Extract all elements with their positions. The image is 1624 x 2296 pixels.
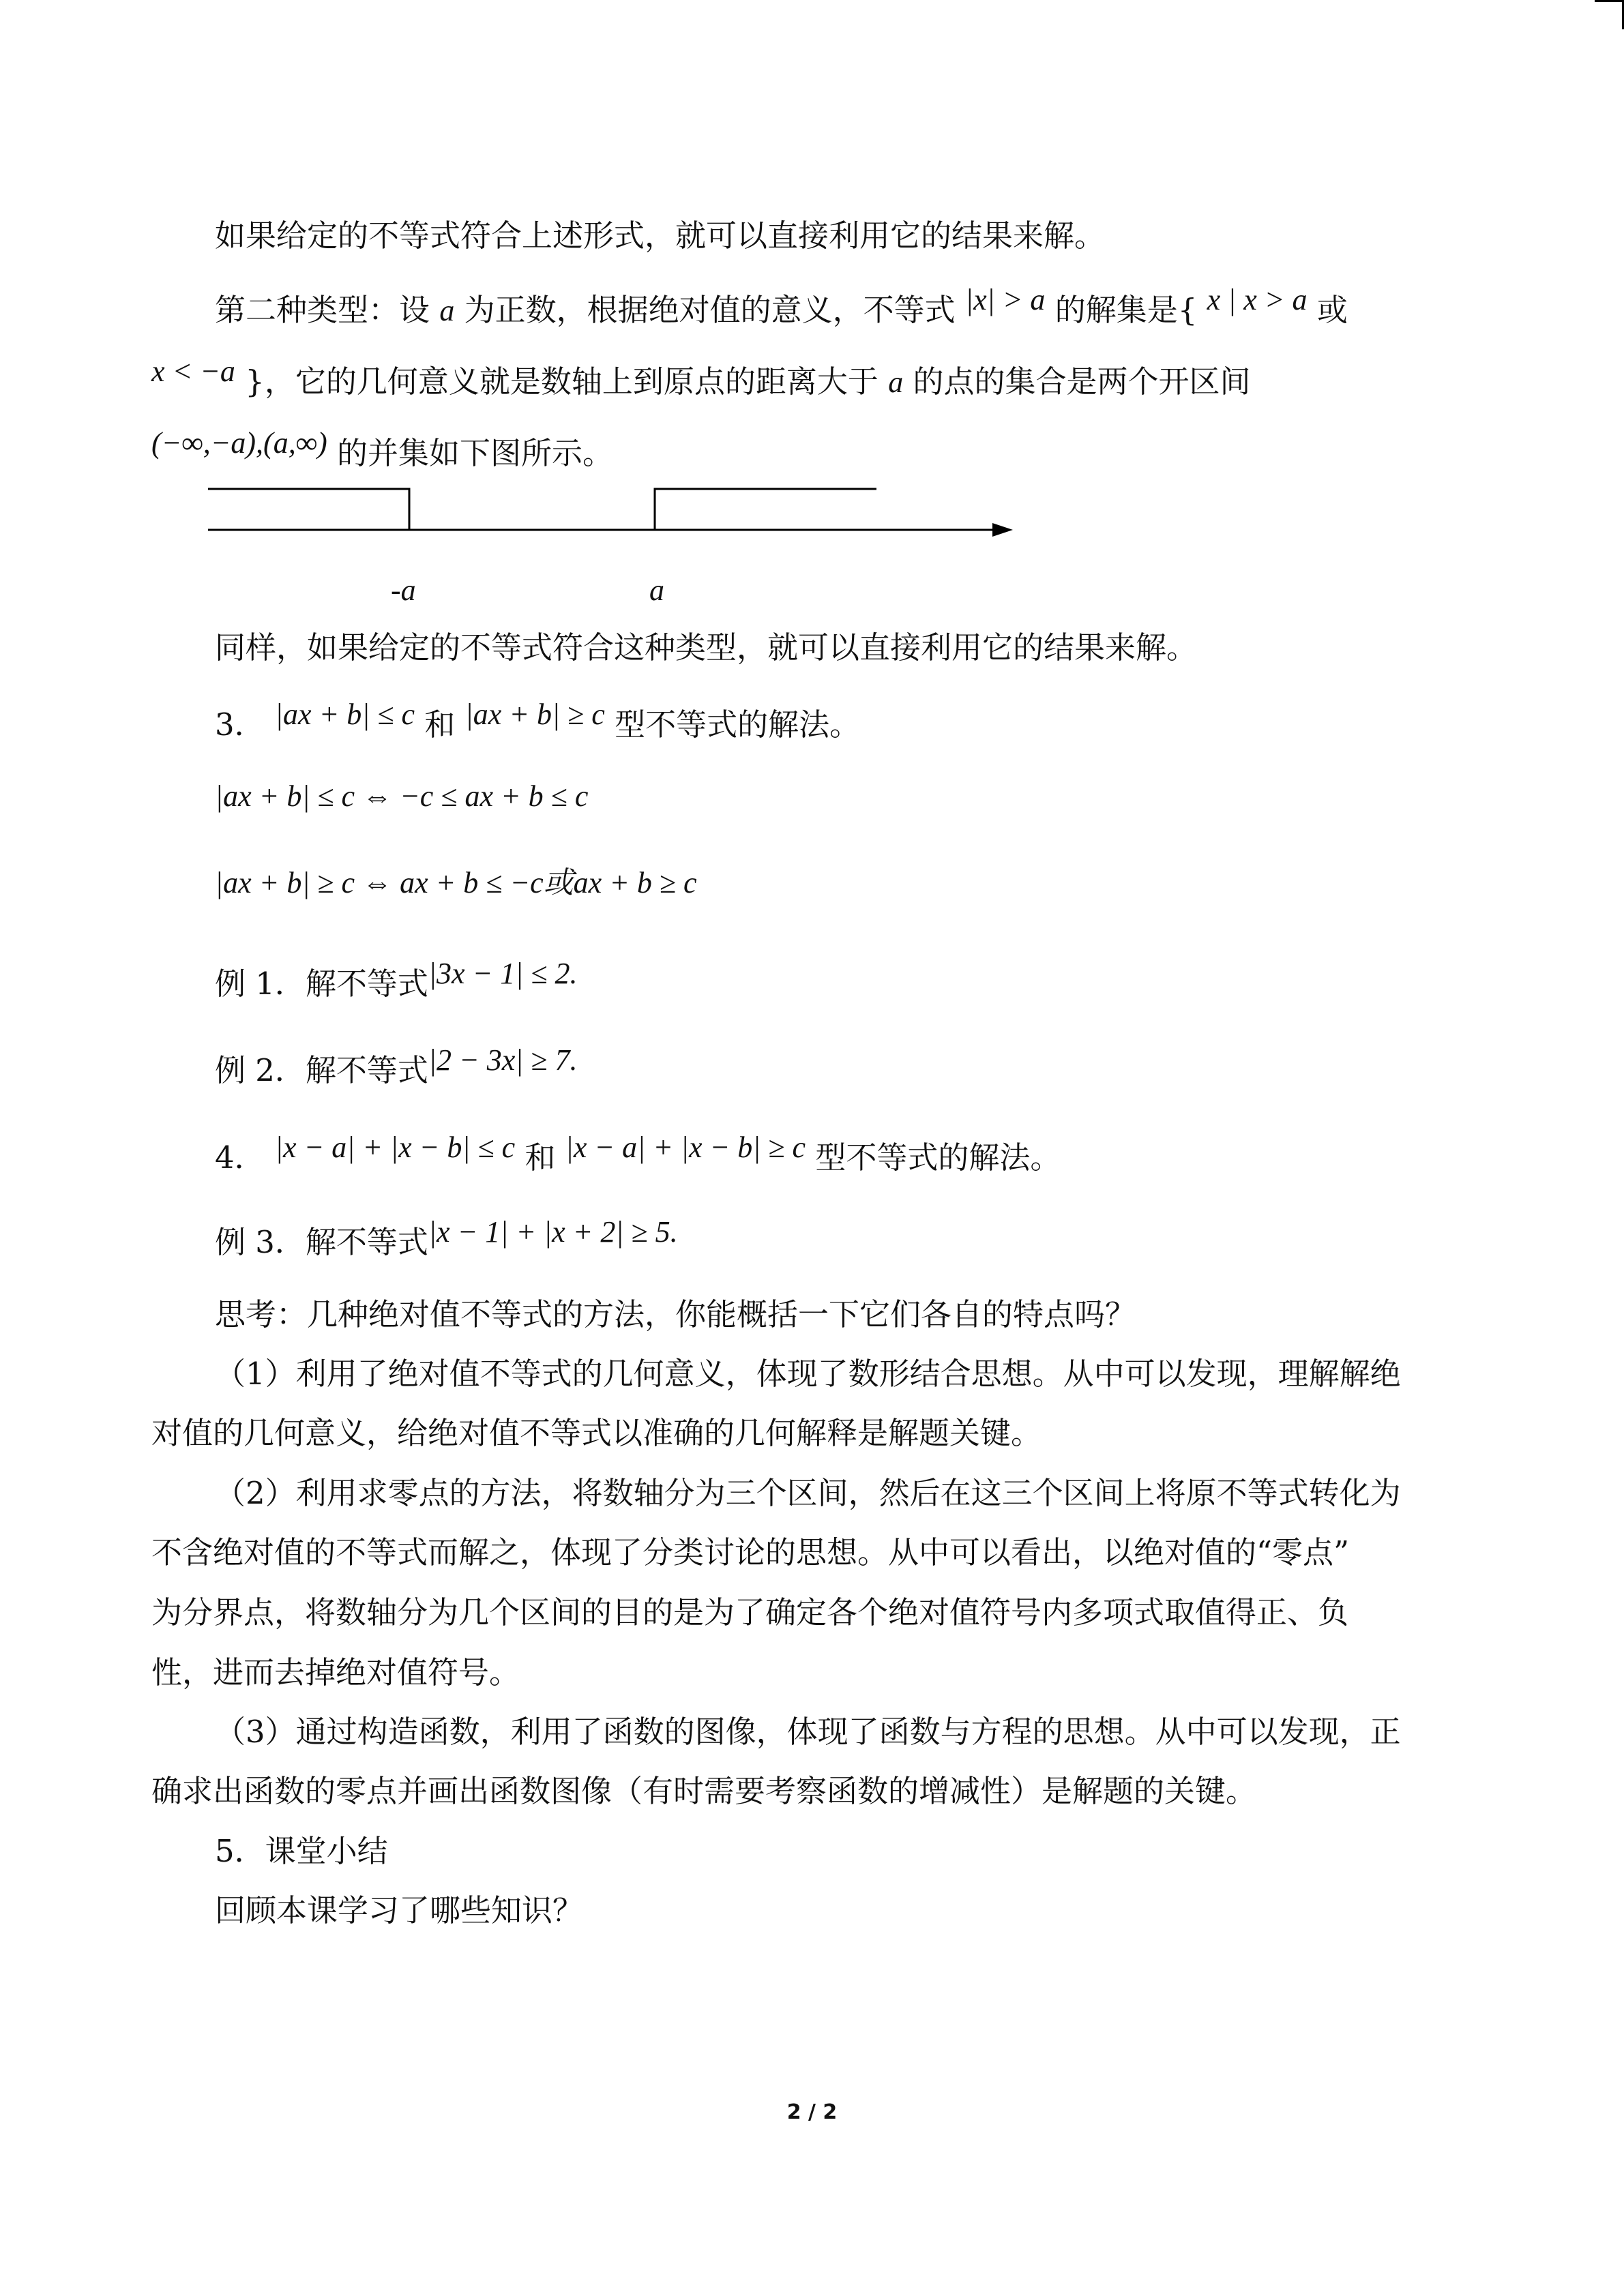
page-corner-mark (1595, 0, 1624, 29)
text-line-4 (151, 426, 614, 475)
example-3 (215, 1215, 678, 1264)
text-span: 第二种类型：设 (215, 292, 430, 328)
math-example-1: |3x − 1| ≤ 2. (428, 957, 578, 990)
text-span: 同样，如果给定的不等式符合这种类型，就可以直接利用它的结果来解。 (215, 629, 1198, 666)
text-span: 或 (1316, 292, 1348, 328)
text-span: 例 2．解不等式 (215, 1052, 428, 1088)
text-span: 型不等式的解法。 (615, 706, 861, 743)
axis-label-a: a (649, 573, 664, 607)
math-formula-4: |x − a| + |x − b| ≥ c (565, 1131, 806, 1164)
text-line-3 (151, 355, 1251, 403)
text-span: 的解集是{ (1054, 292, 1198, 328)
math-example-2: |2 − 3x| ≥ 7. (428, 1043, 578, 1077)
left-interval-bracket (208, 489, 409, 530)
section-5-heading: 5．课堂小结 (215, 1833, 388, 1869)
math-a: a (439, 294, 455, 327)
text-span: 如果给定的不等式符合上述形式，就可以直接利用它的结果来解。 (215, 218, 1106, 254)
text-span: 为正数，根据绝对值的意义，不等式 (464, 292, 956, 328)
number-line-svg (208, 481, 1013, 542)
text-line-5 (215, 627, 1197, 668)
point-2-line-4: 性，进而去掉绝对值符号。 (151, 1654, 520, 1690)
math-abs-x-gt-a: |x| > a (964, 283, 1046, 316)
page-number: 2 / 2 (786, 2100, 838, 2124)
number-line-figure (208, 481, 1013, 607)
think-question: 思考：几种绝对值不等式的方法，你能概括一下它们各自的特点吗？ (215, 1296, 1136, 1332)
review-question: 回顾本课学习了哪些知识？ (215, 1892, 584, 1928)
text-span: 的点的集合是两个开区间 (913, 363, 1251, 400)
heading-3 (215, 698, 861, 746)
text-span: 和 (424, 706, 456, 743)
point-2-line-2: 不含绝对值的不等式而解之，体现了分类讨论的思想。从中可以看出，以绝对值的“零点” (151, 1534, 1350, 1570)
text-span: 的并集如下图所示。 (337, 435, 614, 471)
text-span: 例 3．解不等式 (215, 1224, 428, 1260)
equivalence-2: |ax + b| ≥ c ⇔ ax + b ≤ −c或ax + b ≥ c (215, 866, 697, 899)
text-line-2 (215, 283, 1348, 331)
text-span: }，它的几何意义就是数轴上到原点的距离大于 (245, 363, 879, 400)
text-span: 4． (215, 1139, 265, 1176)
math-a: a (888, 366, 904, 399)
math-set-x: x | x > a (1207, 283, 1308, 316)
right-interval-bracket (655, 489, 876, 530)
point-1-line-2: 对值的几何意义，给绝对值不等式以准确的几何解释是解题关键。 (151, 1415, 1042, 1451)
text-span: 和 (525, 1139, 556, 1176)
example-2 (215, 1043, 578, 1092)
text-span: 3． (215, 706, 265, 743)
math-formula-1: |ax + b| ≤ c (274, 698, 415, 731)
math-x-lt-neg-a: x < −a (151, 355, 235, 388)
heading-4 (215, 1131, 1061, 1179)
point-3-line-1: （3）通过构造函数，利用了函数的图像，体现了函数与方程的思想。从中可以发现，正 (215, 1714, 1401, 1750)
math-example-3: |x − 1| + |x + 2| ≥ 5. (428, 1215, 678, 1249)
point-1-line-1: （1）利用了绝对值不等式的几何意义，体现了数形结合思想。从中可以发现，理解解绝 (215, 1356, 1401, 1392)
point-2-line-1: （2）利用求零点的方法，将数轴分为三个区间，然后在这三个区间上将原不等式转化为 (215, 1475, 1401, 1511)
math-formula-2: |ax + b| ≥ c (464, 698, 605, 731)
example-1 (215, 957, 578, 1005)
text-span: 型不等式的解法。 (815, 1139, 1061, 1176)
math-intervals: (−∞,−a),(a,∞) (151, 426, 327, 460)
point-2-line-3: 为分界点，将数轴分为几个区间的目的是为了确定各个绝对值符号内多项式取值得正、负 (151, 1594, 1349, 1630)
equivalence-1: |ax + b| ≤ c ⇔ −c ≤ ax + b ≤ c (215, 779, 589, 813)
arrow-head-icon (992, 523, 1013, 537)
text-line-1 (215, 215, 1105, 256)
axis-label-neg-a: -a (391, 573, 416, 607)
text-span: 例 1．解不等式 (215, 966, 428, 1002)
math-formula-3: |x − a| + |x − b| ≤ c (274, 1131, 516, 1164)
point-3-line-2: 确求出函数的零点并画出函数图像（有时需要考察函数的增减性）是解题的关键。 (151, 1773, 1257, 1809)
